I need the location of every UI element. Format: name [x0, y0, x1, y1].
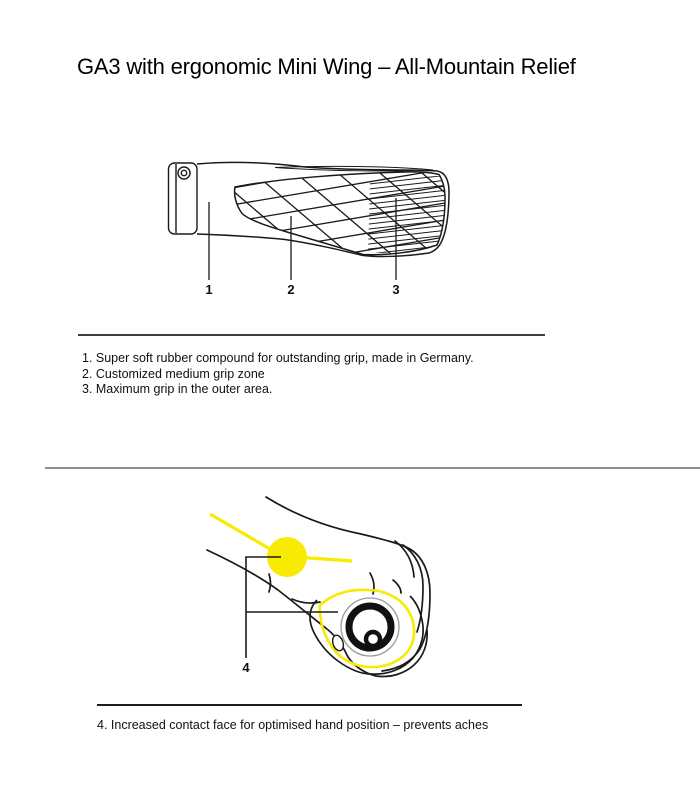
bar-insert-circle	[366, 632, 380, 646]
hand-position-diagram	[180, 480, 480, 700]
feature-note-1: 1. Super soft rubber compound for outstanding grip, made in Germany.	[82, 351, 474, 365]
feature-note-3: 3. Maximum grip in the outer area.	[82, 382, 273, 397]
grip-clamp	[169, 163, 198, 234]
grip-top-view-diagram	[165, 150, 455, 300]
clamp-bolt-icon	[178, 167, 190, 179]
feature-notes-list	[82, 351, 474, 398]
feature-notes-rule	[78, 334, 545, 336]
highlight-pointer-line	[210, 514, 352, 561]
contact-note: 4. Increased contact face for optimised hand position – prevents aches	[97, 718, 489, 732]
callout-label-3: 3	[392, 282, 400, 297]
page-title: GA3 with ergonomic Mini Wing – All-Mountain Relief	[77, 54, 576, 79]
callout-label-4: 4	[242, 660, 250, 675]
callout-label-1: 1	[205, 282, 213, 297]
feature-note-2: 2. Customized medium grip zone	[82, 366, 265, 381]
section-divider	[45, 467, 700, 469]
contact-note-rule	[97, 704, 522, 706]
callout-label-2: 2	[287, 282, 295, 297]
grip-cross-section	[310, 590, 427, 677]
hand-outline	[207, 497, 430, 671]
